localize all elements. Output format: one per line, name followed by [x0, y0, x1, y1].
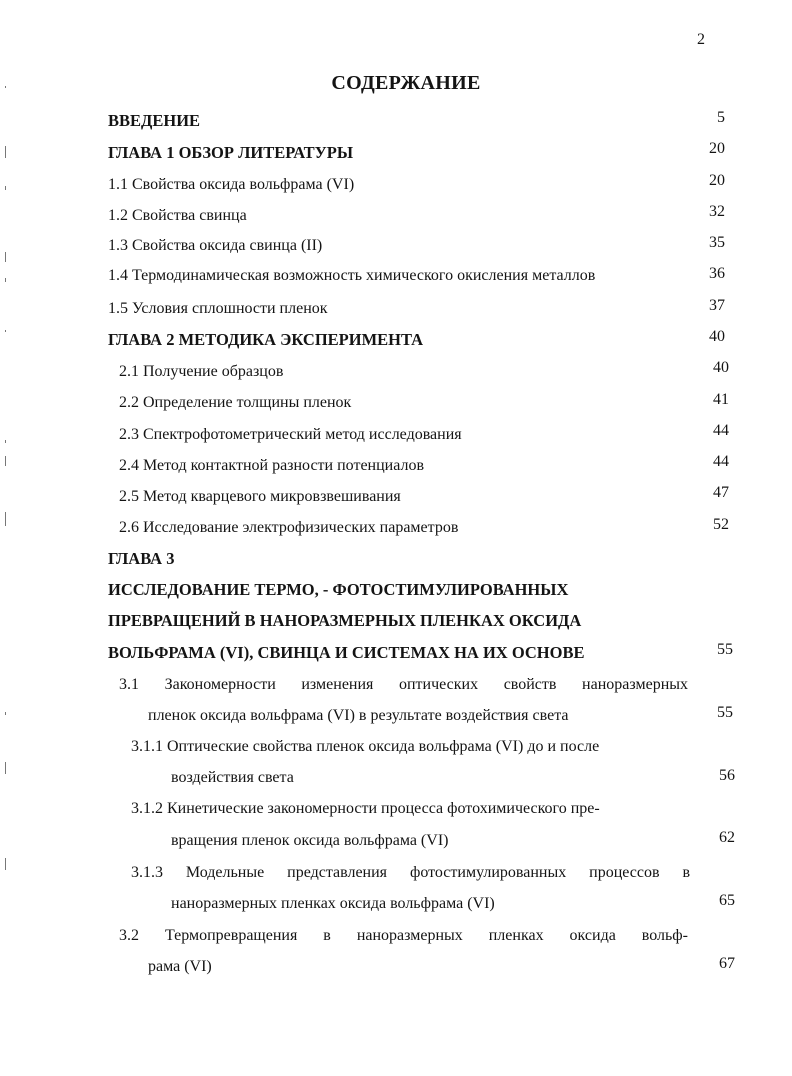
toc-entry-text: 1.4 Термодинамическая возможность химического окисления металлов — [108, 267, 596, 284]
toc-entry-page: 32 — [709, 203, 725, 220]
toc-entry-text: 2.3 Спектрофотометрический метод исследования — [119, 426, 462, 443]
toc-entry-page: 5 — [717, 109, 725, 126]
scan-speck — [5, 456, 6, 466]
toc-entry-page: 20 — [709, 172, 725, 189]
scan-speck — [5, 330, 6, 332]
toc-entry-text: 2.2 Определение толщины пленок — [119, 394, 352, 411]
toc-entry-page: 65 — [719, 892, 735, 909]
toc-entry-text: ВВЕДЕНИЕ — [108, 111, 201, 130]
toc-entry-text: ВОЛЬФРАМА (VI), СВИНЦА И СИСТЕМАХ НА ИХ ОСНОВЕ — [108, 643, 585, 662]
toc-entry-text: 3.1.1 Оптические свойства пленок оксида вольфрама (VI) до и после — [131, 738, 600, 755]
toc-entry-text: 2.1 Получение образцов — [119, 363, 284, 380]
toc-entry-page: 67 — [719, 955, 735, 972]
scan-speck — [5, 86, 6, 88]
toc-entry-text: воздействия света — [171, 769, 294, 786]
toc-entry-page: 44 — [713, 422, 729, 439]
scan-speck — [5, 712, 6, 715]
scan-speck — [5, 762, 6, 774]
toc-entry-text: 3.1.3 Модельные представления фотостимулированных процессов в — [131, 864, 690, 881]
toc-entry-text: 1.5 Условия сплошности пленок — [108, 300, 328, 317]
toc-entry-page: 41 — [713, 391, 729, 408]
toc-entry-text: рама (VI) — [148, 958, 212, 975]
toc-entry-text: ПРЕВРАЩЕНИЙ В НАНОРАЗМЕРНЫХ ПЛЕНКАХ ОКСИДА — [108, 611, 582, 630]
toc-entry-page: 47 — [713, 484, 729, 501]
scan-speck — [5, 512, 6, 526]
toc-entry-page: 44 — [713, 453, 729, 470]
toc-entry-page: 20 — [709, 140, 725, 157]
toc-entry-page: 40 — [713, 359, 729, 376]
toc-entry-text: 2.6 Исследование электрофизических параметров — [119, 519, 459, 536]
scan-speck — [5, 278, 6, 282]
toc-entry-page: 62 — [719, 829, 735, 846]
toc-entry-text: 3.2 Термопревращения в наноразмерных пленках оксида вольф- — [119, 927, 688, 944]
toc-entry-page: 55 — [717, 641, 733, 658]
toc-entry-text: 2.5 Метод кварцевого микровзвешивания — [119, 488, 401, 505]
toc-entry-text: 3.1.2 Кинетические закономерности процесса фотохимического пре- — [131, 800, 600, 817]
toc-entry-text: ГЛАВА 3 — [108, 549, 175, 568]
toc-entry-text: ИССЛЕДОВАНИЕ ТЕРМО, - ФОТОСТИМУЛИРОВАННЫХ — [108, 580, 569, 599]
toc-entry-text: вращения пленок оксида вольфрама (VI) — [171, 832, 449, 849]
toc-entry-page: 37 — [709, 297, 725, 314]
toc-entry-text: 1.2 Свойства свинца — [108, 207, 247, 224]
toc-entry-page: 56 — [719, 767, 735, 784]
scan-speck — [5, 440, 6, 443]
toc-entry-text: наноразмерных пленках оксида вольфрама (VI) — [171, 895, 495, 912]
toc-entry-text: ГЛАВА 1 ОБЗОР ЛИТЕРАТУРЫ — [108, 143, 354, 162]
toc-entry-page: 52 — [713, 516, 729, 533]
toc-entry-text: пленок оксида вольфрама (VI) в результате воздействия света — [148, 707, 569, 724]
toc-entry-text: ГЛАВА 2 МЕТОДИКА ЭКСПЕРИМЕНТА — [108, 330, 424, 349]
toc-entry-text: 1.3 Свойства оксида свинца (II) — [108, 237, 323, 254]
scan-speck — [5, 146, 6, 158]
scan-speck — [5, 858, 6, 870]
toc-entry-text: 1.1 Свойства оксида вольфрама (VI) — [108, 176, 355, 193]
toc-entry-page: 35 — [709, 234, 725, 251]
page-number: 2 — [697, 31, 705, 48]
toc-entry-text: 3.1 Закономерности изменения оптических свойств наноразмерных — [119, 676, 688, 693]
toc-title: СОДЕРЖАНИЕ — [331, 72, 481, 94]
toc-entry-text: 2.4 Метод контактной разности потенциалов — [119, 457, 425, 474]
toc-entry-page: 40 — [709, 328, 725, 345]
toc-entry-page: 55 — [717, 704, 733, 721]
toc-entry-page: 36 — [709, 265, 725, 282]
scan-speck — [5, 186, 6, 190]
scan-speck — [5, 252, 6, 262]
